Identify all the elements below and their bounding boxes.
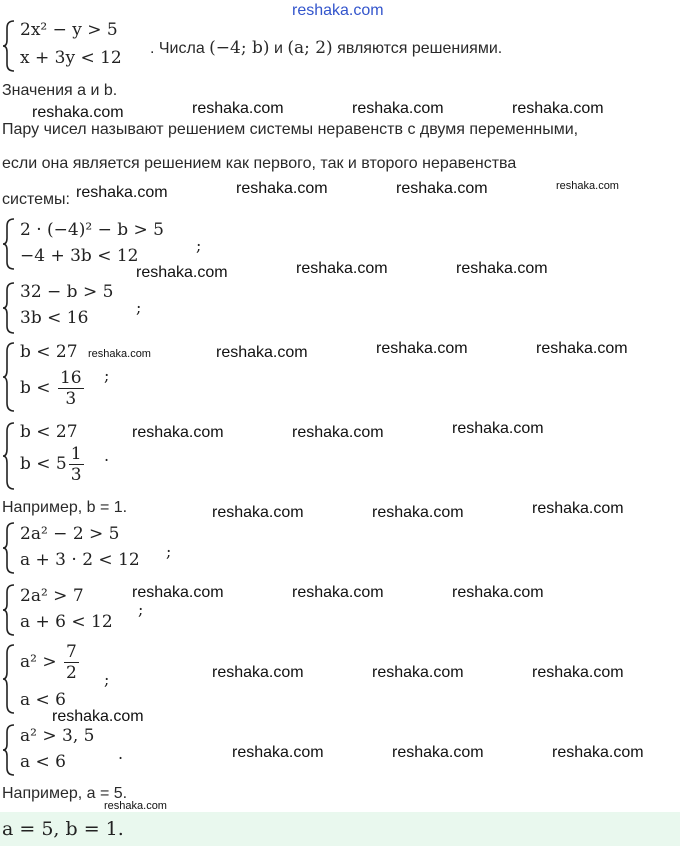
left-brace-icon bbox=[2, 20, 16, 72]
example-a: Например, a = 5. bbox=[2, 785, 128, 802]
watermark: reshaka.com bbox=[76, 184, 168, 201]
watermark: reshaka.com bbox=[52, 708, 144, 725]
step-1-line-1: 2 · (−4)² − b > 5 bbox=[20, 220, 164, 240]
step-4-line-2: b < 5 $\frac{1}{3}$ bbox=[20, 444, 82, 485]
watermark: reshaka.com bbox=[192, 100, 284, 117]
header-system-line-1: 2x² − y > 5 bbox=[20, 20, 118, 40]
left-brace-icon bbox=[2, 724, 16, 776]
step-3-line-1: b < 27 bbox=[20, 342, 78, 362]
watermark: reshaka.com bbox=[32, 104, 124, 121]
point-2: (a; 2) bbox=[287, 38, 333, 58]
watermark: reshaka.com bbox=[212, 504, 304, 521]
values-line: Значения a и b. bbox=[2, 82, 118, 99]
watermark: reshaka.com bbox=[236, 180, 328, 197]
step-4-line-1: b < 27 bbox=[20, 422, 78, 442]
watermark: reshaka.com bbox=[232, 744, 324, 761]
watermark: reshaka.com bbox=[396, 180, 488, 197]
header-text-post: являются решениями. bbox=[332, 40, 503, 57]
header-text-mid: и bbox=[269, 40, 288, 57]
watermark: reshaka.com bbox=[104, 800, 167, 812]
watermark: reshaka.com bbox=[216, 344, 308, 361]
step-8-line-1: a² > 3, 5 bbox=[20, 726, 95, 746]
paragraph-line-2: если она является решением как первого, так и второго неравенства bbox=[2, 155, 517, 172]
watermark: reshaka.com bbox=[452, 420, 544, 437]
left-brace-icon bbox=[2, 342, 16, 412]
watermark: reshaka.com bbox=[372, 664, 464, 681]
step-6-line-2: a + 6 < 12 bbox=[20, 612, 113, 632]
watermark: reshaka.com bbox=[136, 264, 228, 281]
watermark: reshaka.com bbox=[292, 584, 384, 601]
step-3-end: ; bbox=[104, 366, 110, 385]
left-brace-icon bbox=[2, 522, 16, 574]
step-7-end: ; bbox=[104, 670, 110, 689]
watermark: reshaka.com bbox=[532, 500, 624, 517]
paragraph-line-3: системы: bbox=[2, 191, 70, 208]
watermark: reshaka.com bbox=[212, 664, 304, 681]
watermark: reshaka.com bbox=[512, 100, 604, 117]
step-7-line-2: a < 6 bbox=[20, 690, 67, 710]
step-3-line-2: b < $\frac{16}{3}$ bbox=[20, 368, 82, 409]
fraction: $\frac{1}{3}$ bbox=[70, 444, 82, 485]
header-text-pre: . Числа bbox=[150, 40, 210, 57]
watermark: reshaka.com bbox=[296, 260, 388, 277]
watermark: reshaka.com bbox=[556, 180, 619, 192]
step-6-line-1: 2a² > 7 bbox=[20, 586, 84, 606]
step-4-system bbox=[2, 420, 152, 492]
step-1-line-2: −4 + 3b < 12 bbox=[20, 246, 139, 266]
step-5-system bbox=[2, 520, 182, 576]
left-brace-icon bbox=[2, 422, 16, 490]
watermark: reshaka.com bbox=[292, 424, 384, 441]
header-system bbox=[2, 18, 152, 74]
watermark: reshaka.com bbox=[376, 340, 468, 357]
header-system-line-2: x + 3y < 12 bbox=[20, 48, 122, 68]
left-brace-icon bbox=[2, 644, 16, 714]
step-2-end: ; bbox=[136, 298, 142, 317]
point-1: (−4; b) bbox=[209, 38, 270, 58]
left-brace-icon bbox=[2, 282, 16, 334]
step-8-end: . bbox=[118, 744, 124, 763]
paragraph-line-1: Пару чисел называют решением системы неравенств с двумя переменными, bbox=[2, 121, 579, 138]
watermark: reshaka.com bbox=[552, 744, 644, 761]
step-5-line-1: 2a² − 2 > 5 bbox=[20, 524, 120, 544]
step-7-system bbox=[2, 640, 152, 716]
left-brace-icon bbox=[2, 218, 16, 270]
step-5-end: ; bbox=[166, 542, 172, 561]
step-4-end: . bbox=[104, 446, 110, 465]
watermark: reshaka.com bbox=[532, 664, 624, 681]
step-2-line-2: 3b < 16 bbox=[20, 308, 89, 328]
step-8-line-2: a < 6 bbox=[20, 752, 67, 772]
step-6-end: ; bbox=[138, 600, 144, 619]
step-7-line-1: a² > $\frac{7}{2}$ bbox=[20, 642, 77, 683]
watermark: reshaka.com bbox=[292, 2, 384, 19]
watermark: reshaka.com bbox=[132, 584, 224, 601]
watermark: reshaka.com bbox=[352, 100, 444, 117]
example-b: Например, b = 1. bbox=[2, 499, 128, 516]
watermark: reshaka.com bbox=[536, 340, 628, 357]
step-2-system bbox=[2, 280, 152, 336]
fraction: $\frac{7}{2}$ bbox=[66, 642, 77, 683]
step-5-line-2: a + 3 · 2 < 12 bbox=[20, 550, 140, 570]
answer-box bbox=[0, 812, 680, 846]
left-brace-icon bbox=[2, 584, 16, 636]
watermark: reshaka.com bbox=[456, 260, 548, 277]
answer-text: a = 5, b = 1. bbox=[2, 818, 124, 840]
fraction: $\frac{16}{3}$ bbox=[59, 368, 82, 409]
watermark: reshaka.com bbox=[452, 584, 544, 601]
step-2-line-1: 32 − b > 5 bbox=[20, 282, 114, 302]
watermark: reshaka.com bbox=[372, 504, 464, 521]
watermark: reshaka.com bbox=[88, 348, 151, 360]
watermark: reshaka.com bbox=[392, 744, 484, 761]
step-8-system bbox=[2, 722, 152, 778]
step-1-end: ; bbox=[196, 236, 202, 255]
header-statement bbox=[150, 38, 502, 58]
watermark: reshaka.com bbox=[132, 424, 224, 441]
